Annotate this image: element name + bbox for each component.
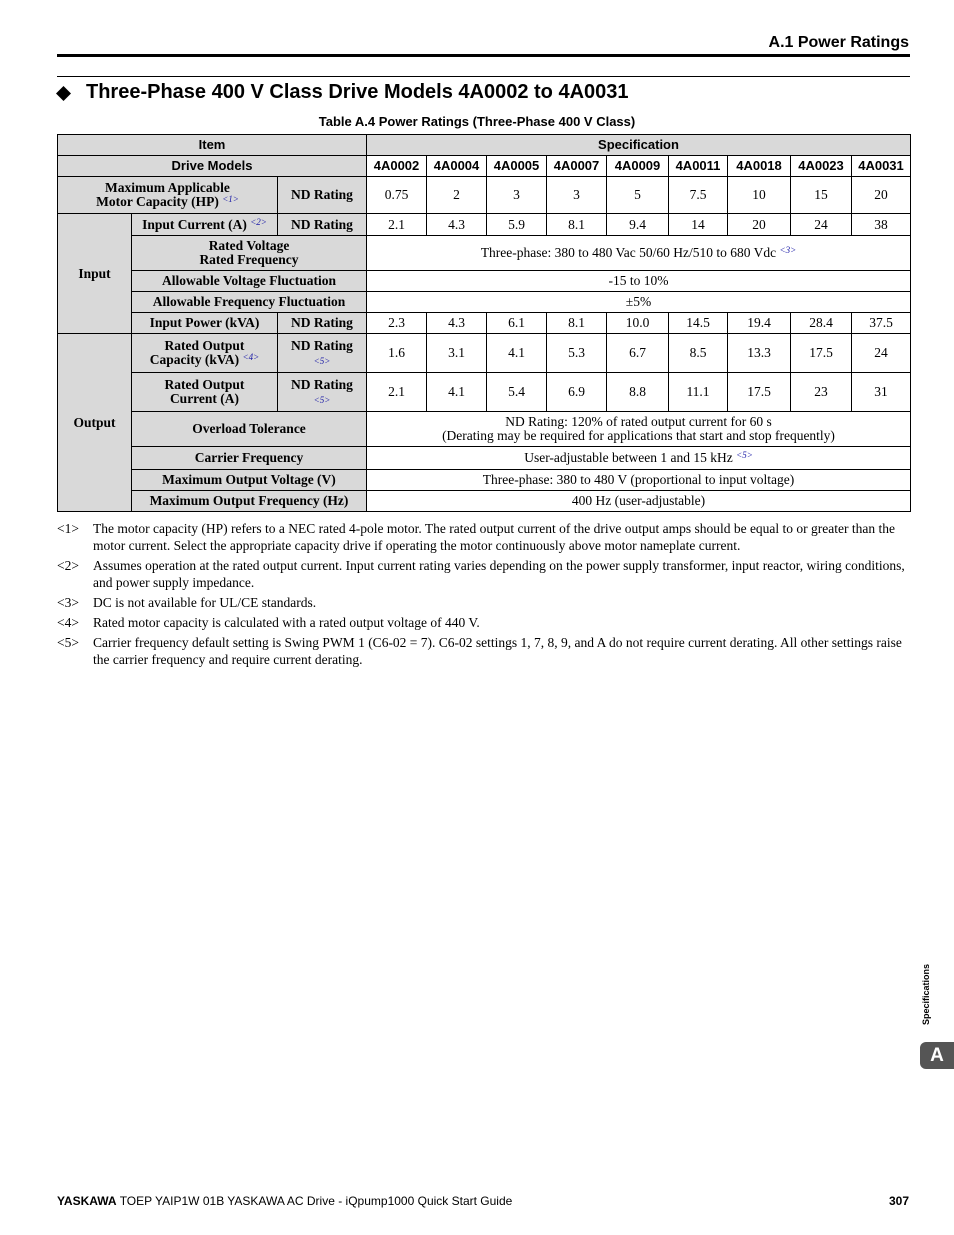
footnote-id: <4> xyxy=(57,615,79,630)
footnote-ref-link[interactable]: <5> xyxy=(313,355,331,366)
value-cell: 20 xyxy=(728,214,791,236)
overload-tolerance-row xyxy=(58,412,911,447)
footnote-ref-link[interactable]: <2> xyxy=(250,216,267,227)
value-cell: 3.1 xyxy=(427,334,487,373)
nd-rating-label: ND Rating xyxy=(278,214,367,236)
max-output-voltage-value: Three-phase: 380 to 480 V (proportional to input voltage) xyxy=(367,470,911,491)
footnotes xyxy=(57,520,910,671)
value-cell: 4.3 xyxy=(427,214,487,236)
page-footer xyxy=(57,1194,512,1208)
value-cell: 28.4 xyxy=(791,313,852,334)
page-header-title: A.1 Power Ratings xyxy=(768,34,909,51)
max-motor-capacity-label: Maximum Applicable Motor Capacity (HP) $^{<1>}$ xyxy=(58,177,278,214)
item-header: Item xyxy=(58,135,367,156)
rated-voltage-value: Three-phase: 380 to 480 Vac 50/60 Hz/510 to 680 Vdc $^{<3>}$ xyxy=(367,236,911,271)
value-cell: 20 xyxy=(852,177,911,214)
footnote-text: DC is not available for UL/CE standards. xyxy=(93,595,317,610)
footer-brand: YASKAWA xyxy=(57,1194,117,1208)
max-output-voltage-label: Maximum Output Voltage (V) xyxy=(132,470,367,491)
footer-text: TOEP YAIP1W 01B YASKAWA AC Drive - iQpump1000 Quick Start Guide xyxy=(116,1194,513,1208)
input-group-label: Input xyxy=(58,214,132,334)
max-motor-capacity-row xyxy=(58,177,911,214)
value-cell: 3 xyxy=(487,177,547,214)
value-cell: 24 xyxy=(791,214,852,236)
drive-models-label: Drive Models xyxy=(58,156,367,177)
carrier-frequency-row xyxy=(58,447,911,470)
value-cell: 17.5 xyxy=(791,334,852,373)
footnote-text: The motor capacity (HP) refers to a NEC rated 4-pole motor. The rated output current of the drive output amps should be equal to or greater than the motor current. Select the appropriate capacity drive if operating the motor continuously above motor nameplate current. xyxy=(93,521,895,553)
value-cell: 10 xyxy=(728,177,791,214)
rated-output-current-row xyxy=(58,373,911,412)
section-rule xyxy=(57,76,910,77)
value-cell: 2.1 xyxy=(367,214,427,236)
footnote-ref-link[interactable]: <4> xyxy=(242,352,260,362)
value-cell: 37.5 xyxy=(852,313,911,334)
footnote xyxy=(57,634,910,668)
nd-rating-label: ND Rating xyxy=(278,313,367,334)
footnote-id: <1> xyxy=(57,521,79,536)
frequency-fluctuation-label: Allowable Frequency Fluctuation xyxy=(132,292,367,313)
appendix-tab[interactable]: A xyxy=(920,1042,954,1069)
table-header-row xyxy=(58,135,911,156)
value-cell: 19.4 xyxy=(728,313,791,334)
value-cell: 14 xyxy=(669,214,728,236)
value-cell: 31 xyxy=(852,373,911,412)
value-cell: 5.3 xyxy=(547,334,607,373)
footnote-ref-link[interactable]: <5> xyxy=(313,394,331,405)
footnote-id: <5> xyxy=(57,635,79,650)
rated-output-capacity-row xyxy=(58,334,911,373)
value-cell: 8.5 xyxy=(669,334,728,373)
value-cell: 4.1 xyxy=(427,373,487,412)
value-cell: 5.4 xyxy=(487,373,547,412)
footnote-id: <3> xyxy=(57,595,79,610)
value-cell: 7.5 xyxy=(669,177,728,214)
input-current-row xyxy=(58,214,911,236)
voltage-fluctuation-label: Allowable Voltage Fluctuation xyxy=(132,271,367,292)
nd-rating-label: ND Rating <5> xyxy=(278,373,367,412)
footnote xyxy=(57,594,910,611)
value-cell: 0.75 xyxy=(367,177,427,214)
value-cell: 14.5 xyxy=(669,313,728,334)
input-power-label: Input Power (kVA) xyxy=(132,313,278,334)
input-power-row xyxy=(58,313,911,334)
value-cell: 5 xyxy=(607,177,669,214)
rated-voltage-label: Rated Voltage Rated Frequency xyxy=(132,236,367,271)
value-cell: 6.9 xyxy=(547,373,607,412)
model-cell: 4A0007 xyxy=(547,156,607,177)
footnote-text: Carrier frequency default setting is Swing PWM 1 (C6-02 = 7). C6-02 settings 1, 7, 8, 9, and A do not require current derating. All other settings raise the carrier frequency and require current derating. xyxy=(93,635,902,667)
value-cell: 2 xyxy=(427,177,487,214)
carrier-frequency-value: User-adjustable between 1 and 15 kHz $^{<5>}$ xyxy=(367,447,911,470)
value-cell: 17.5 xyxy=(728,373,791,412)
value-cell: 2.1 xyxy=(367,373,427,412)
section-title: Three-Phase 400 V Class Drive Models 4A0002 to 4A0031 xyxy=(86,81,629,103)
model-cell: 4A0011 xyxy=(669,156,728,177)
value-cell: 9.4 xyxy=(607,214,669,236)
value-cell: 2.3 xyxy=(367,313,427,334)
overload-tolerance-label: Overload Tolerance xyxy=(132,412,367,447)
model-cell: 4A0005 xyxy=(487,156,547,177)
value-cell: 4.3 xyxy=(427,313,487,334)
nd-rating-label: ND Rating <5> xyxy=(278,334,367,373)
value-cell: 8.8 xyxy=(607,373,669,412)
value-cell: 1.6 xyxy=(367,334,427,373)
value-cell: 23 xyxy=(791,373,852,412)
header-rule xyxy=(57,54,910,57)
specification-header: Specification xyxy=(367,135,911,156)
table-caption: Table A.4 Power Ratings (Three-Phase 400 V Class) xyxy=(318,114,636,129)
rated-output-capacity-label: Rated Output Capacity (kVA) $^{<4>}$ xyxy=(132,334,278,373)
footnote xyxy=(57,520,910,554)
voltage-fluctuation-value: -15 to 10% xyxy=(367,271,911,292)
model-cell: 4A0004 xyxy=(427,156,487,177)
footnote-ref-link[interactable]: <1> xyxy=(222,194,239,204)
page-number: 307 xyxy=(888,1194,909,1208)
voltage-fluctuation-row xyxy=(58,271,911,292)
model-cell: 4A0031 xyxy=(852,156,911,177)
value-cell: 24 xyxy=(852,334,911,373)
footnote xyxy=(57,557,910,591)
value-cell: 6.7 xyxy=(607,334,669,373)
carrier-frequency-label: Carrier Frequency xyxy=(132,447,367,470)
max-output-voltage-row xyxy=(58,470,911,491)
frequency-fluctuation-row xyxy=(58,292,911,313)
value-cell: 10.0 xyxy=(607,313,669,334)
value-cell: 5.9 xyxy=(487,214,547,236)
frequency-fluctuation-value: ±5% xyxy=(367,292,911,313)
diamond-bullet-icon xyxy=(56,86,71,101)
value-cell: 6.1 xyxy=(487,313,547,334)
value-cell: 11.1 xyxy=(669,373,728,412)
value-cell: 4.1 xyxy=(487,334,547,373)
footnote-ref-link[interactable]: <3> xyxy=(779,245,797,255)
footnote xyxy=(57,614,910,631)
side-section-label: Specifications xyxy=(921,963,931,1025)
input-current-label: Input Current (A) $^{<2>}$ xyxy=(132,214,278,236)
model-cell: 4A0018 xyxy=(728,156,791,177)
rated-voltage-row xyxy=(58,236,911,271)
footnote-ref-link[interactable]: <5> xyxy=(736,450,753,460)
model-cell: 4A0023 xyxy=(791,156,852,177)
value-cell: 38 xyxy=(852,214,911,236)
model-cell: 4A0002 xyxy=(367,156,427,177)
rated-output-current-label: Rated Output Current (A) xyxy=(132,373,278,412)
max-output-frequency-value: 400 Hz (user-adjustable) xyxy=(367,491,911,512)
max-output-frequency-label: Maximum Output Frequency (Hz) xyxy=(132,491,367,512)
nd-rating-label: ND Rating xyxy=(278,177,367,214)
value-cell: 8.1 xyxy=(547,313,607,334)
footnote-id: <2> xyxy=(57,558,79,573)
drive-models-row xyxy=(58,156,911,177)
value-cell: 13.3 xyxy=(728,334,791,373)
overload-tolerance-value: ND Rating: 120% of rated output current for 60 s (Derating may be required for applications that start and stop frequently) xyxy=(367,412,911,447)
output-group-label: Output xyxy=(58,334,132,512)
value-cell: 3 xyxy=(547,177,607,214)
value-cell: 15 xyxy=(791,177,852,214)
value-cell: 8.1 xyxy=(547,214,607,236)
power-ratings-table xyxy=(57,134,911,512)
model-cell: 4A0009 xyxy=(607,156,669,177)
footnote-text: Rated motor capacity is calculated with a rated output voltage of 440 V. xyxy=(93,615,480,630)
footnote-text: Assumes operation at the rated output current. Input current rating varies depending on the power supply transformer, input reactor, wiring conditions, and power supply impedance. xyxy=(93,558,905,590)
max-output-frequency-row xyxy=(58,491,911,512)
